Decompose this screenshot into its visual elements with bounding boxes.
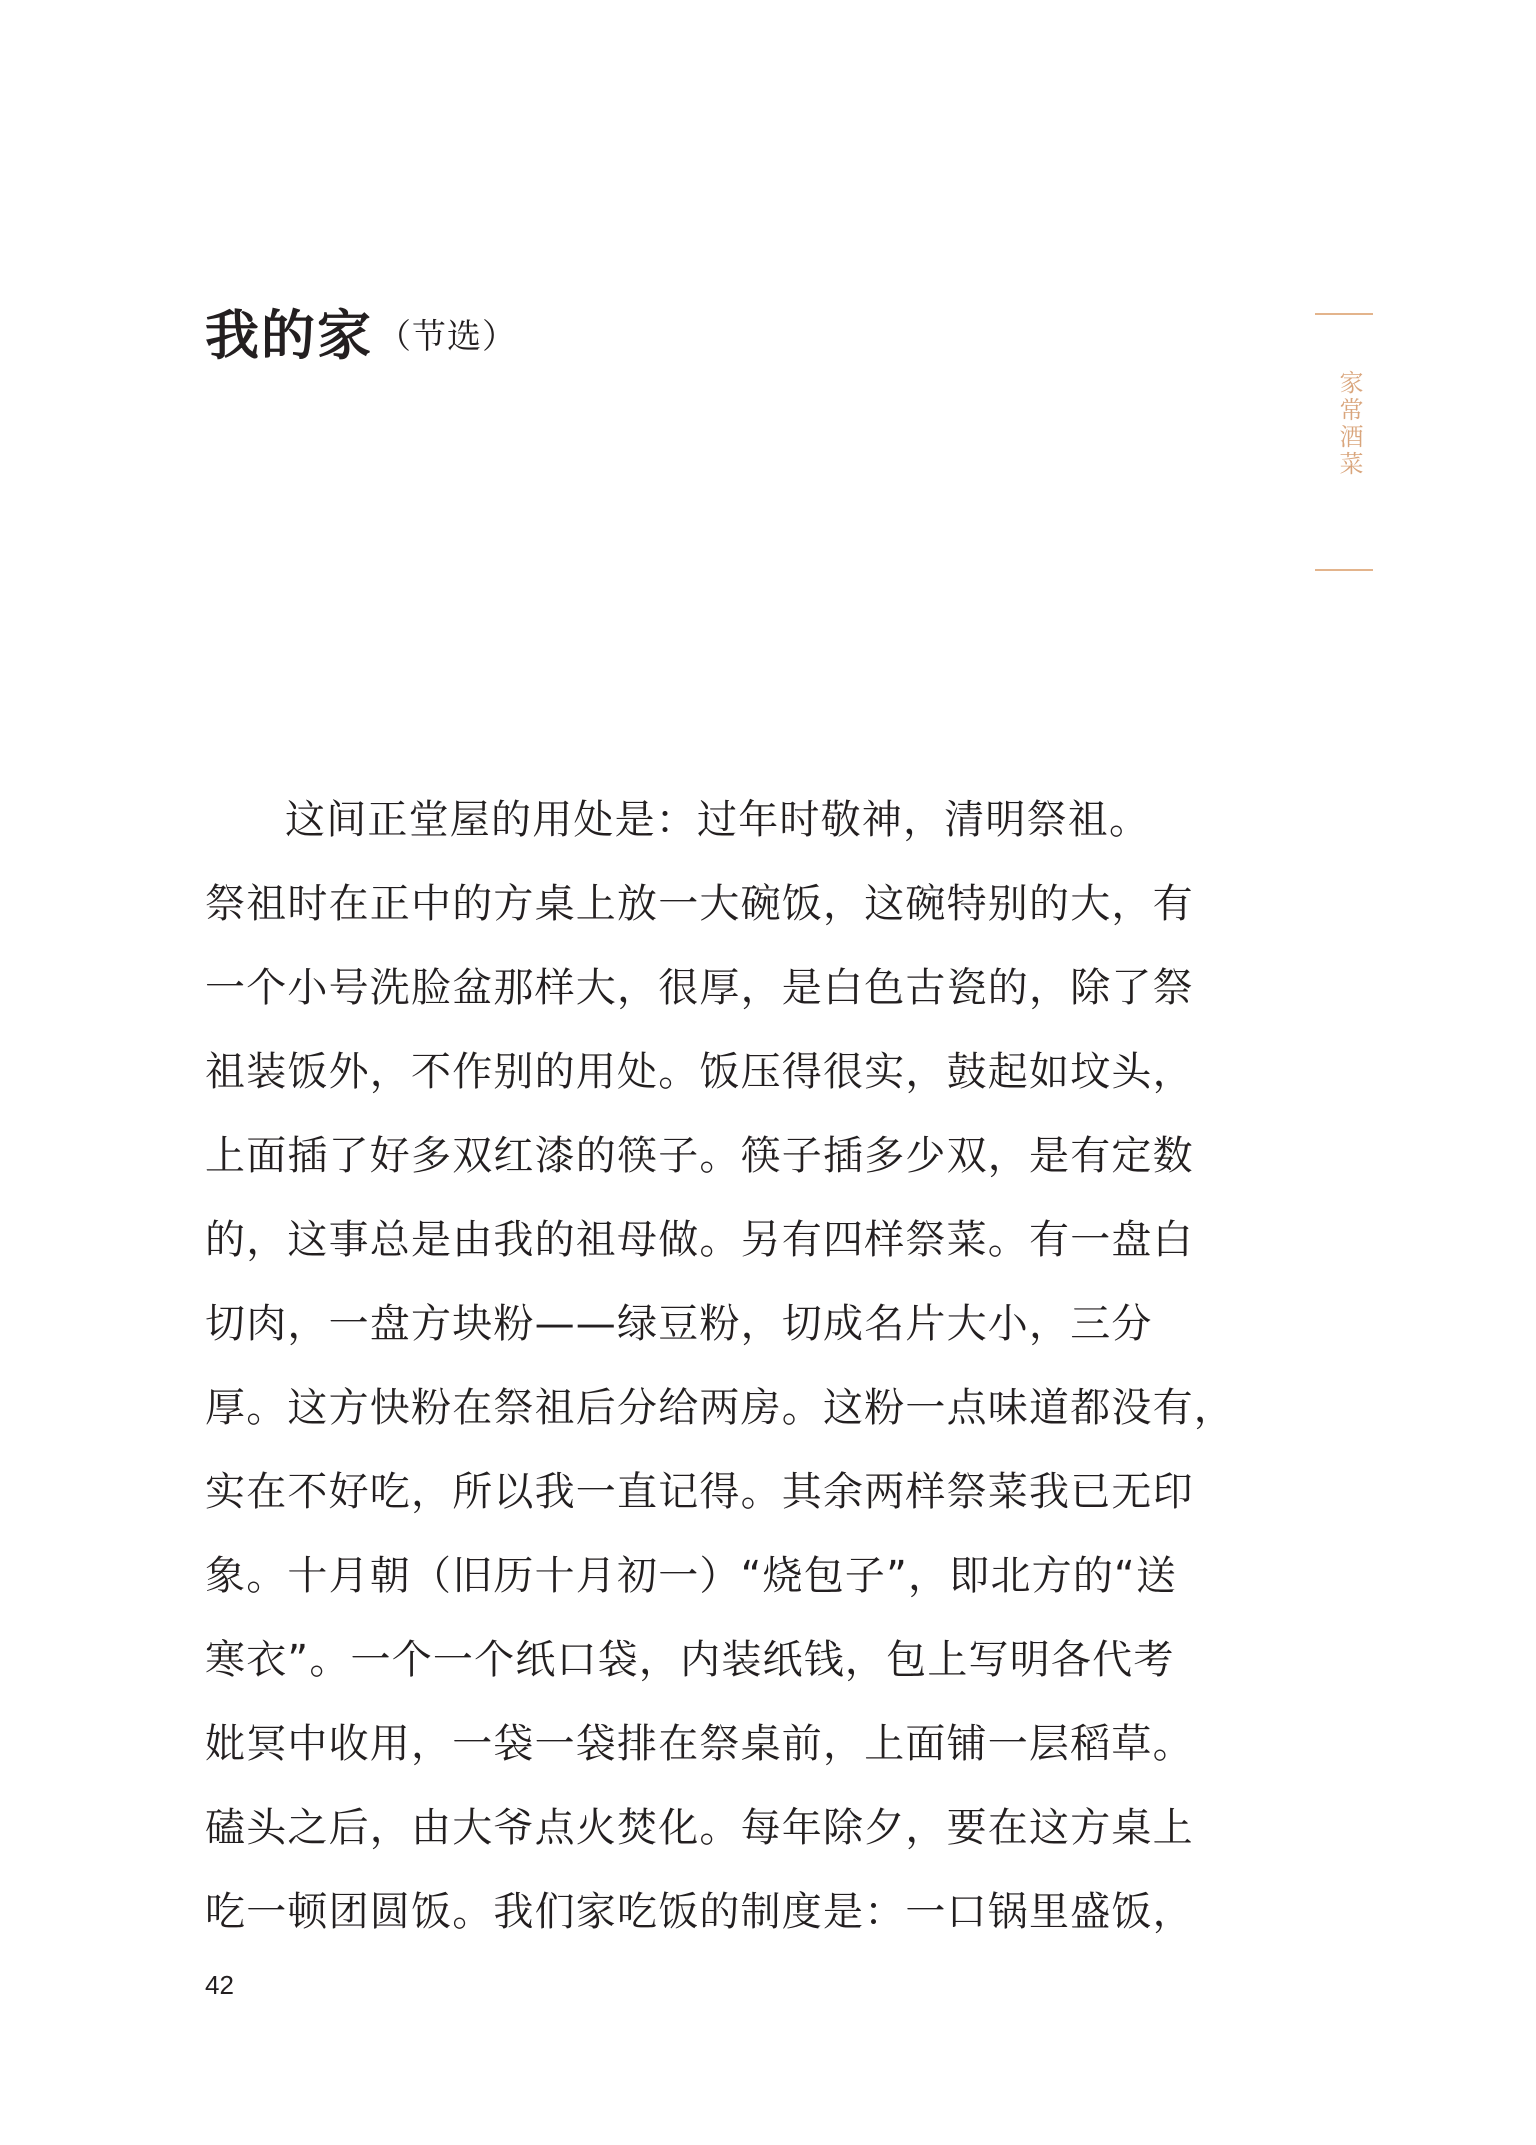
text-line: 妣冥中收用，一袋一袋排在祭桌前，上面铺一层稻草。 [205,1721,1194,1767]
text-line: 磕头之后，由大爷点火焚化。每年除夕，要在这方桌上 [205,1805,1194,1851]
text-line: 寒衣”。一个一个纸口袋，内装纸钱，包上写明各代考 [205,1637,1175,1683]
body-text [205,778,1235,1954]
side-divider-top [1315,313,1373,315]
side-divider-bottom [1315,569,1373,571]
section-label: 家常酒菜 [1335,370,1363,478]
text-line: 祭祖时在正中的方桌上放一大碗饭，这碗特别的大，有 [205,881,1194,927]
text-line: 祖装饭外，不作别的用处。饭压得很实，鼓起如坟头， [205,1049,1194,1095]
text-line: 的，这事总是由我的祖母做。另有四样祭菜。有一盘白 [205,1217,1194,1263]
text-line: 象。十月朝（旧历十月初一）“烧包子”，即北方的“送 [205,1553,1178,1599]
page-title [205,303,517,367]
title-main: 我的家 [205,303,373,367]
text-line: 吃一顿团圆饭。我们家吃饭的制度是：一口锅里盛饭， [205,1889,1194,1935]
title-subtitle: （节选） [377,317,517,357]
text-line: 这间正堂屋的用处是：过年时敬神，清明祭祖。 [285,797,1151,843]
text-line: 实在不好吃，所以我一直记得。其余两样祭菜我已无印 [205,1469,1194,1515]
text-line: 上面插了好多双红漆的筷子。筷子插多少双，是有定数 [205,1133,1194,1179]
text-line: 切肉，一盘方块粉——绿豆粉，切成名片大小，三分 [205,1301,1153,1347]
text-line: 一个小号洗脸盆那样大，很厚，是白色古瓷的，除了祭 [205,965,1194,1011]
text-line: 厚。这方快粉在祭祖后分给两房。这粉一点味道都没有， [205,1385,1235,1431]
page-number: 42 [205,1970,234,2000]
